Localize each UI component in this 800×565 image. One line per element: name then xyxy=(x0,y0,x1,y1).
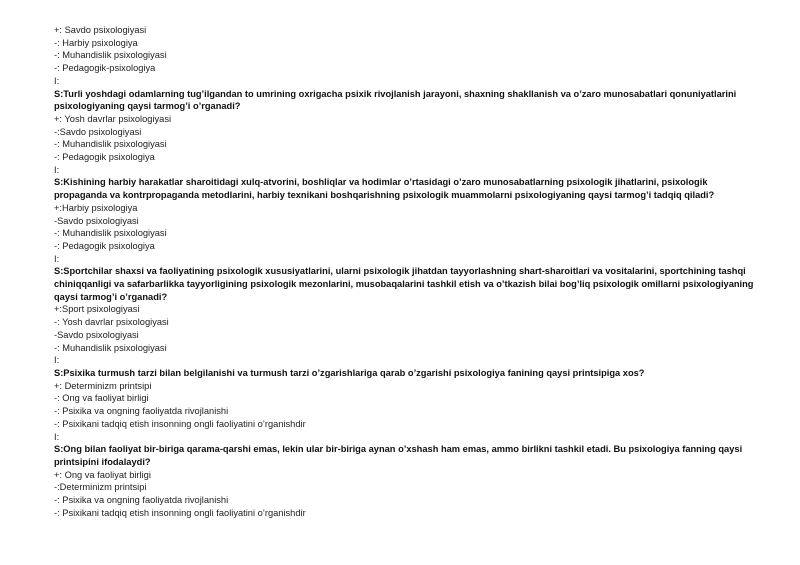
block-separator: I: xyxy=(54,75,60,86)
block-separator: I: xyxy=(54,253,60,264)
question-text: S:Kishining harbiy harakatlar sharoitidagi xulq-atvorini, boshliqlar va hodimlar o’rtasidagi o’zaro munosabatlarning psixologik jihatlarini, psixologik propaganda va kontrpropaganda metodlarini, harbiy texnikani boshqarishning psixologik muammolarni psixologiyaning qaysi tarmog’i tadqiq qiladi? xyxy=(54,177,715,201)
answer-option: -: Pedagogik-psixologiya xyxy=(54,63,156,74)
question-text: S:Turli yoshdagi odamlarning tug’ilgandan to umrining oxrigacha psixik rivojlanish jarayoni, shaxning shakllanish va o’zaro munosabatlari qonuniyatlarini psixologiyaning qaysi tarmog’i o’rganadi? xyxy=(54,88,737,112)
answer-option: -: Yosh davrlar psixologiyasi xyxy=(54,317,169,328)
answer-option: +: Determinizm printsipi xyxy=(54,380,152,391)
block-separator: I: xyxy=(54,355,60,366)
question-text: S:Ong bilan faoliyat bir-biriga qarama-qarshi emas, lekin ular bir-biriga aynan o’xshash ham emas, ammo birlikni tashkil etadi. Bu psixologiya fanning qaysi printsipini ifodalaydi? xyxy=(54,444,743,467)
block-separator: I: xyxy=(54,431,60,442)
answer-option: -: Psixika va ongning faoliyatda rivojlanishi xyxy=(54,406,229,417)
answer-option: -Savdo psixologiyasi xyxy=(54,215,139,226)
answer-option: -: Psixika va ongning faoliyatda rivojlanishi xyxy=(54,495,229,506)
answer-option: -: Muhandislik psixologiyasi xyxy=(54,139,167,150)
answer-option: -:Savdo psixologiyasi xyxy=(54,126,142,137)
block-separator: I: xyxy=(54,164,60,175)
answer-option: -: Muhandislik psixologiyasi xyxy=(54,342,167,353)
answer-option: -: Ong va faoliyat birligi xyxy=(54,393,149,404)
answer-option: +: Yosh davrlar psixologiyasi xyxy=(54,113,172,124)
answer-option: -Savdo psixologiyasi xyxy=(54,329,139,340)
answer-option: -: Pedagogik psixologiya xyxy=(54,240,155,251)
answer-option: +:Harbiy psixologiya xyxy=(54,202,138,213)
question-text: S:Sportchilar shaxsi va faoliyatining psixologik xususiyatlarini, ularni psixologik jihatdan tayyorlashning shart-sharoitlari va vositalarini, sportchining tashqi chiniqqanligi va safarbarlikka tayyorligining psixologik mezonlarini, musobaqalarini tashkil etish va o’tkazish bilai bog’liq psixologik omillarni psixologiyaning qaysi tarmog’i o’rganadi? xyxy=(54,266,754,302)
answer-option: -:Determinizm printsipi xyxy=(54,482,147,493)
question-text: S:Psixika turmush tarzi bilan belgilanishi va turmush tarzi o’zgarishlariga qarab o’zgarishi psixologiya fanining qaysi printsipiga xos? xyxy=(54,367,645,378)
answer-option: +: Savdo psixologiyasi xyxy=(54,25,147,35)
answer-option: +: Ong va faoliyat birligi xyxy=(54,469,151,480)
answer-option: -: Harbiy psixologiya xyxy=(54,37,138,48)
answer-option: +:Sport psixologiyasi xyxy=(54,304,140,315)
answer-option: -: Muhandislik psixologiyasi xyxy=(54,228,167,239)
document-body xyxy=(54,24,754,519)
answer-option: -: Psixikani tadqiq etish insonning ongli faoliyatini o’rganishdir xyxy=(54,507,306,518)
answer-option: -: Psixikani tadqiq etish insonning ongli faoliyatini o’rganishdir xyxy=(54,418,306,429)
answer-option: -: Pedagogik psixologiya xyxy=(54,152,155,163)
answer-option: -: Muhandislik psixologiyasi xyxy=(54,50,167,61)
